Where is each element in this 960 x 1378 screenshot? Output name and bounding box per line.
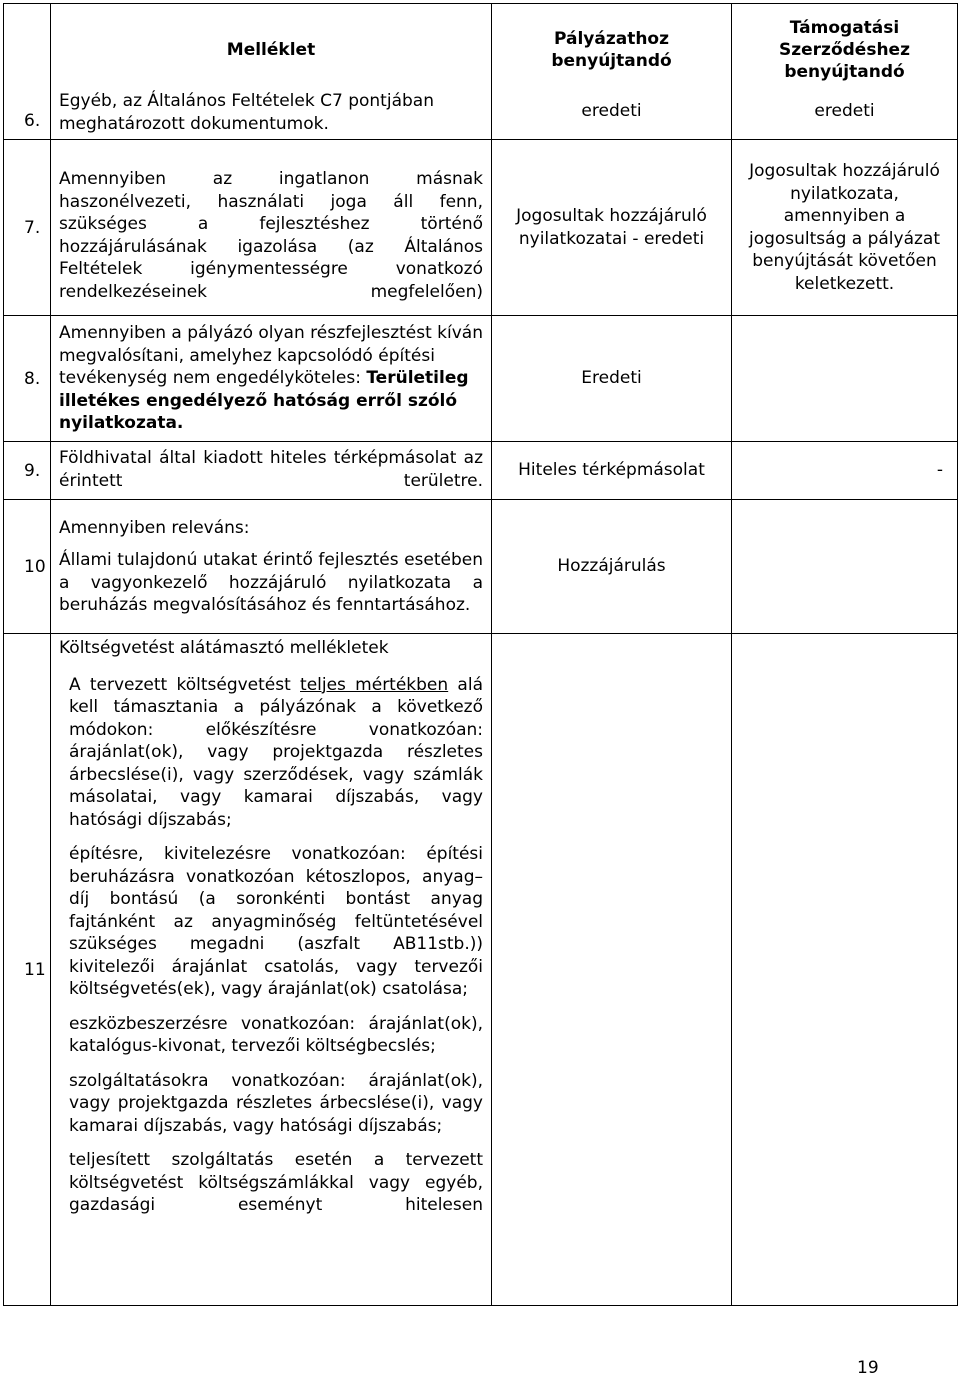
row-col4-value [732, 500, 958, 634]
table-row-9 [4, 442, 958, 500]
cost-paragraph-5: teljesített szolgáltatás esetén a tervezett költségvetést költségszámlákkal vagy egyéb, gazdasági eseményt hitelesen [69, 1150, 483, 1215]
attachments-table [3, 3, 958, 1306]
table-row-8 [4, 316, 958, 442]
table-row-10 [4, 500, 958, 634]
cost-paragraph-4: szolgáltatásokra vonatkozóan: árajánlat(ok), vagy projektgazda részletes árbecslése(i), vagy kamarai díjszabás, vagy hatósági díjszabás; [69, 1070, 483, 1136]
column-header-melleklet: Melléklet [226, 40, 316, 60]
row-col4-value: - [732, 442, 958, 500]
cost-paragraph-2: építésre, kivitelezésre vonatkozóan: építési beruházásra vonatkozóan kétoszlopos, anyag–díj bontású (a soronkénti bontást anyag fajtánként az anyagminőség feltüntetésével szükséges megadni (aszfalt AB11stb.)) kivitelezői árajánlat csatolás, vagy tervezői költségvetés(ek), vagy árajánlat(ok) csatolása; [69, 844, 483, 999]
page-number: 19 [857, 1358, 879, 1378]
row-col4-value [732, 316, 958, 442]
table-row-7 [4, 140, 958, 316]
row-col3-value: Hiteles térképmásolat [492, 442, 732, 500]
row-col4-value [732, 634, 958, 1306]
column-header-palyazat: Pályázathoz benyújtandó [551, 29, 672, 71]
row-number: 11 [4, 634, 51, 1306]
row-col3-value: Eredeti [492, 316, 732, 442]
cost-paragraph-1-pre: A tervezett költségvetést [69, 674, 301, 695]
row-description-text: Állami tulajdonú utakat érintő fejlesztés esetében a vagyonkezelő hozzájáruló nyilatkozata a beruházás megvalósításához és fenntartásához. [59, 550, 483, 615]
row-description-intro: Amennyiben releváns: [59, 517, 250, 538]
row-col3-value: Hozzájárulás [492, 500, 732, 634]
row-description [51, 316, 492, 442]
table-row-6 [4, 4, 958, 140]
cost-support-list [59, 660, 483, 1217]
row-description-title: Költségvetést alátámasztó mellékletek [59, 638, 389, 658]
row-number: 8. [4, 316, 51, 442]
row-number-text: 6. [24, 111, 41, 131]
row-col3-value: eredeti [581, 101, 642, 121]
row-col4-value: eredeti [814, 101, 875, 121]
row-description: Egyéb, az Általános Feltételek C7 pontjában meghatározott dokumentumok. [59, 91, 434, 134]
row-number: 9. [4, 442, 51, 500]
column-header-tamogatasi: Támogatási Szerződéshez benyújtandó [779, 18, 910, 82]
row-number: 10 [4, 500, 51, 634]
row-col4-value: Jogosultak hozzájáruló nyilatkozata, amennyiben a jogosultság a pályázat benyújtását követően keletkezett. [732, 140, 958, 316]
row-description [51, 634, 492, 1306]
table-row-11 [4, 634, 958, 1306]
row-description: Földhivatal által kiadott hiteles térképmásolat az érintett területre. [51, 442, 492, 500]
row-description [51, 500, 492, 634]
cost-paragraph-1 [69, 674, 483, 832]
cost-paragraph-1-rest: előkészítésre vonatkozóan: árajánlat(ok), vagy projektgazda részletes árbecslése(i), vagy szerződések, vagy számlák másolatai, vagy kamarai díjszabás, vagy hatósági díjszabás; [69, 719, 483, 830]
row-col3-value: Jogosultak hozzájáruló nyilatkozatai - eredeti [492, 140, 732, 316]
row-description-text: Amennyiben a pályázó olyan részfejlesztést kíván megvalósítani, amelyhez kapcsolódó építési tevékenység nem engedélyköteles: [59, 323, 484, 389]
row-description: Amennyiben az ingatlanon másnak haszonélvezeti, használati joga áll fenn, szükséges a fejlesztéshez történő hozzájárulásának igazolása (az Általános Feltételek igénymentességre vonatkozó rendelkezéseinek megfelelően) [51, 140, 492, 316]
row-number: 7. [4, 140, 51, 316]
row-number [4, 4, 51, 140]
cost-paragraph-3: eszközbeszerzésre vonatkozóan: árajánlat(ok), katalógus-kivonat, tervezői költségbecslés; [69, 1013, 483, 1056]
cost-paragraph-1-post: alá kell támasztania a pályázónak a következő módokon: [69, 674, 483, 740]
row-col3-value [492, 634, 732, 1306]
row-description-bold: Területileg illetékes engedélyező hatóság erről szóló nyilatkozata. [59, 368, 469, 434]
cost-paragraph-1-underlined: teljes mértékben [300, 674, 449, 695]
